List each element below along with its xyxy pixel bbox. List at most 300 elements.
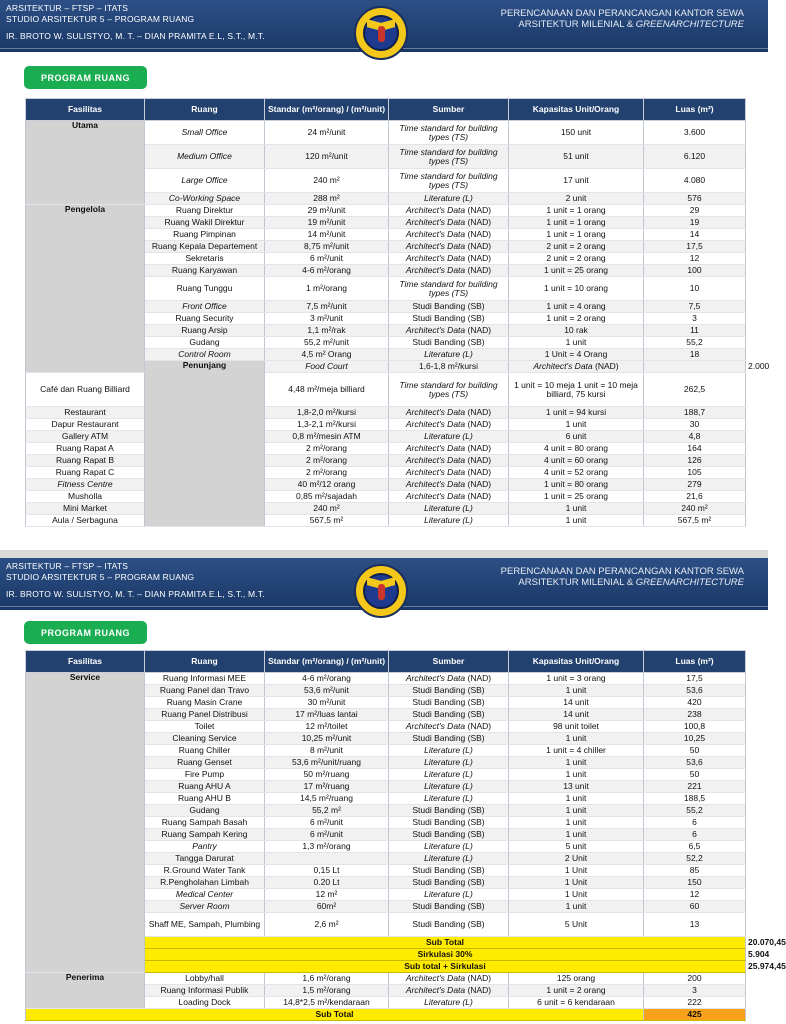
source-text: Literature (L) <box>424 769 473 779</box>
capacity-cell: 2 unit <box>509 193 644 205</box>
standard-cell: 1,3 m²/orang <box>265 841 389 853</box>
facility-cell: Utama <box>26 121 145 205</box>
area-cell: 30 <box>644 419 746 431</box>
source-cell: Architect's Data (NAD) <box>389 265 509 277</box>
source-cell: Architect's Data (NAD) <box>389 673 509 685</box>
standard-cell: 1,6-1,8 m²/kursi <box>389 361 509 373</box>
standard-cell: 0,15 Lt <box>265 865 389 877</box>
area-cell: 576 <box>644 193 746 205</box>
header-left <box>6 561 265 600</box>
source-cell: Architect's Data (NAD) <box>389 973 509 985</box>
itats-logo-icon <box>354 564 408 618</box>
header-studio: STUDIO ARSITEKTUR 5 – PROGRAM RUANG <box>6 572 195 582</box>
area-cell: 17,5 <box>644 673 746 685</box>
table-row <box>26 515 746 527</box>
source-cell <box>389 997 509 1009</box>
room-name-text: Large Office <box>181 175 228 185</box>
room-name: Shaff ME, Sampah, Plumbing <box>145 913 265 937</box>
capacity-cell <box>644 361 746 373</box>
area-cell: 3 <box>644 313 746 325</box>
area-cell: 6 <box>644 829 746 841</box>
standard-cell: 10,25 m²/unit <box>265 733 389 745</box>
room-name: Tangga Darurat <box>145 853 265 865</box>
room-name: Musholla <box>26 491 145 503</box>
room-name: Ruang Informasi MEE <box>145 673 265 685</box>
source-cell: Studi Banding (SB) <box>389 313 509 325</box>
standard-cell: 288 m² <box>265 193 389 205</box>
program-ruang-table <box>25 650 786 1021</box>
source-text: Literature (L) <box>424 349 473 359</box>
room-name: Ruang Rapat C <box>26 467 145 479</box>
room-name <box>145 121 265 145</box>
standard-cell: 1 m²/orang <box>265 277 389 301</box>
source-cell: Architect's Data (NAD) <box>389 229 509 241</box>
capacity-cell: 4 unit = 52 orang <box>509 467 644 479</box>
room-name <box>145 889 265 901</box>
standard-cell: 2 m²/orang <box>265 467 389 479</box>
standard-cell: 14,5 m²/ruang <box>265 793 389 805</box>
room-name: Ruang Masin Crane <box>145 697 265 709</box>
room-name: Ruang AHU A <box>145 781 265 793</box>
source-text: Literature (L) <box>424 745 473 755</box>
source-cell <box>389 793 509 805</box>
standard-cell: 0,8 m²/mesin ATM <box>265 431 389 443</box>
source-text: Literature (L) <box>424 431 473 441</box>
program-ruang-table <box>25 98 770 527</box>
capacity-cell: 1 unit <box>509 515 644 527</box>
capacity-cell: 5 unit <box>509 841 644 853</box>
source-cell <box>389 889 509 901</box>
source-cell: Studi Banding (SB) <box>389 829 509 841</box>
source-text: Literature (L) <box>424 503 473 513</box>
room-name: Ruang Panel dan Travo <box>145 685 265 697</box>
area-cell: 13 <box>644 913 746 937</box>
column-header: Standar (m²/orang) / (m²/unit) <box>265 99 389 121</box>
column-header: Sumber <box>389 99 509 121</box>
column-header: Fasilitas <box>26 651 145 673</box>
room-name-text: Small Office <box>181 127 228 137</box>
area-cell: 55,2 <box>644 805 746 817</box>
standard-cell: 0.20 Lt <box>265 877 389 889</box>
standard-cell: 17 m²/luas lantai <box>265 709 389 721</box>
area-cell: 279 <box>644 479 746 491</box>
source-text: Literature (L) <box>424 841 473 851</box>
area-cell: 50 <box>644 769 746 781</box>
source-text: Literature (L) <box>424 793 473 803</box>
area-cell: 10,25 <box>644 733 746 745</box>
room-name-text: Medium Office <box>177 151 232 161</box>
source-cell: Architect's Data (NAD) <box>389 491 509 503</box>
standard-cell: 4,48 m²/meja billiard <box>265 373 389 407</box>
slide-2 <box>0 558 786 1024</box>
standard-cell: 1,1 m²/rak <box>265 325 389 337</box>
source-cell: Architect's Data (NAD) <box>389 443 509 455</box>
capacity-cell: 1 unit = 10 meja 1 unit = 10 meja billiard, 75 kursi <box>509 373 644 407</box>
header-lecturers: IR. BROTO W. SULISTYO, M. T. – DIAN PRAMITA E.L, S.T., M.T. <box>6 31 265 41</box>
area-cell: 18 <box>644 349 746 361</box>
capacity-cell: 1 unit <box>509 793 644 805</box>
standard-cell: 240 m² <box>265 169 389 193</box>
standard-cell: 6 m²/unit <box>265 829 389 841</box>
standard-cell: 2 m²/orang <box>265 455 389 467</box>
area-cell: 188,7 <box>644 407 746 419</box>
capacity-cell: 5 Unit <box>509 913 644 937</box>
capacity-cell: 17 unit <box>509 169 644 193</box>
standard-cell: 12 m²/toilet <box>265 721 389 733</box>
column-header: Fasilitas <box>26 99 145 121</box>
capacity-cell: 1 unit = 3 orang <box>509 673 644 685</box>
source-cell: Studi Banding (SB) <box>389 865 509 877</box>
room-name: Ruang Genset <box>145 757 265 769</box>
standard-cell: 55,2 m²/unit <box>265 337 389 349</box>
room-name: Ruang Rapat A <box>26 443 145 455</box>
column-header: Standar (m²/orang) / (m²/unit) <box>265 651 389 673</box>
room-name: Ruang Informasi Publik <box>145 985 265 997</box>
source-text: Literature (L) <box>424 515 473 525</box>
source-cell <box>389 193 509 205</box>
header-institution: ARSITEKTUR – FTSP – ITATS <box>6 3 129 13</box>
room-name: Aula / Serbaguna <box>26 515 145 527</box>
area-cell: 12 <box>644 253 746 265</box>
subtotal-row <box>26 1009 746 1021</box>
area-cell: 164 <box>644 443 746 455</box>
capacity-cell: 1 unit <box>509 733 644 745</box>
standard-cell: 29 m²/unit <box>265 205 389 217</box>
capacity-cell: 1 unit = 1 orang <box>509 217 644 229</box>
room-name: Ruang AHU B <box>145 793 265 805</box>
area-cell: 240 m² <box>644 503 746 515</box>
table-row <box>26 673 746 685</box>
capacity-cell: 1 Unit <box>509 877 644 889</box>
room-name <box>145 193 265 205</box>
room-name: Ruang Kepala Departement <box>145 241 265 253</box>
facility-cell: Penerima <box>26 973 145 1009</box>
room-name: Ruang Direktur <box>145 205 265 217</box>
area-cell: 53,6 <box>644 757 746 769</box>
room-name: Ruang Rapat B <box>26 455 145 467</box>
source-cell <box>389 769 509 781</box>
source-text: Time standard for building types (TS) <box>399 278 498 298</box>
capacity-cell: 10 rak <box>509 325 644 337</box>
room-name: Gudang <box>145 337 265 349</box>
room-name: Dapur Restaurant <box>26 419 145 431</box>
area-cell: 6 <box>644 817 746 829</box>
area-cell: 221 <box>644 781 746 793</box>
area-cell: 238 <box>644 709 746 721</box>
header-lecturers: IR. BROTO W. SULISTYO, M. T. – DIAN PRAMITA E.L, S.T., M.T. <box>6 589 265 599</box>
room-name <box>145 841 265 853</box>
column-header: Ruang <box>145 99 265 121</box>
room-name-text: Front Office <box>182 301 227 311</box>
capacity-cell: 1 unit <box>509 769 644 781</box>
room-name: Fire Pump <box>145 769 265 781</box>
standard-cell: 7,5 m²/unit <box>265 301 389 313</box>
room-name: Ruang Panel Distribusi <box>145 709 265 721</box>
source-cell <box>389 745 509 757</box>
header-left <box>6 3 265 42</box>
standard-cell: 14 m²/unit <box>265 229 389 241</box>
standard-cell: 240 m² <box>265 503 389 515</box>
header-project-title: PERENCANAAN DAN PERANCANGAN KANTOR SEWA <box>500 8 744 19</box>
capacity-cell: 1 unit <box>509 805 644 817</box>
capacity-cell: 98 unit toilet <box>509 721 644 733</box>
area-cell: 420 <box>644 697 746 709</box>
area-cell: 567,5 m² <box>644 515 746 527</box>
capacity-cell: 1 unit = 80 orang <box>509 479 644 491</box>
area-cell: 6,5 <box>644 841 746 853</box>
source-cell: Studi Banding (SB) <box>389 337 509 349</box>
room-name-text: Server Room <box>179 901 230 911</box>
room-name: Cleaning Service <box>145 733 265 745</box>
room-name: Ruang Sampah Kering <box>145 829 265 841</box>
standard-cell: 120 m²/unit <box>265 145 389 169</box>
source-cell <box>389 841 509 853</box>
capacity-cell: 4 unit = 60 orang <box>509 455 644 467</box>
table-row <box>26 479 746 491</box>
subtotal-amount: 425 <box>644 1009 746 1021</box>
column-header: Luas (m²) <box>644 99 746 121</box>
table-row <box>26 431 746 443</box>
area-cell: 100 <box>644 265 746 277</box>
capacity-cell: 13 unit <box>509 781 644 793</box>
room-name-text: Food Court <box>305 361 348 371</box>
subtotal-row: Sirkulasi 30% 5.904 <box>26 949 746 961</box>
source-cell: Architect's Data (NAD) <box>389 241 509 253</box>
standard-cell: 2,6 m² <box>265 913 389 937</box>
source-cell: Architect's Data (NAD) <box>389 407 509 419</box>
capacity-cell: 1 unit = 94 kursi <box>509 407 644 419</box>
capacity-cell: 1 unit = 4 chiller <box>509 745 644 757</box>
standard-cell: 0,85 m²/sajadah <box>265 491 389 503</box>
room-name <box>145 301 265 313</box>
source-cell <box>389 277 509 301</box>
table-row <box>26 373 746 407</box>
room-name: Lobby/hall <box>145 973 265 985</box>
standard-cell: 4-6 m²/orang <box>265 265 389 277</box>
source-cell <box>389 757 509 769</box>
table-row <box>26 205 746 217</box>
room-name <box>265 361 389 373</box>
standard-cell: 12 m² <box>265 889 389 901</box>
source-cell: Architect's Data (NAD) <box>389 479 509 491</box>
program-ruang-badge: PROGRAM RUANG <box>24 66 147 89</box>
area-cell: 55,2 <box>644 337 746 349</box>
room-name <box>145 169 265 193</box>
source-cell: Studi Banding (SB) <box>389 805 509 817</box>
room-name <box>145 349 265 361</box>
subtotal-row: Sub total + Sirkulasi 25.974,45 <box>26 961 746 973</box>
header-right <box>501 8 744 30</box>
source-cell <box>389 853 509 865</box>
source-cell: Architect's Data (NAD) <box>389 985 509 997</box>
area-cell: 100,8 <box>644 721 746 733</box>
area-cell: 11 <box>644 325 746 337</box>
room-name: Gallery ATM <box>26 431 145 443</box>
room-name-text: Pantry <box>192 841 217 851</box>
room-name: Loading Dock <box>145 997 265 1009</box>
room-name: Toilet <box>145 721 265 733</box>
area-cell: 7,5 <box>644 301 746 313</box>
column-header: Kapasitas Unit/Orang <box>509 651 644 673</box>
capacity-cell: 1 unit = 1 orang <box>509 229 644 241</box>
area-cell: 50 <box>644 745 746 757</box>
capacity-cell: 51 unit <box>509 145 644 169</box>
capacity-cell: 1 unit = 4 orang <box>509 301 644 313</box>
table-row <box>26 407 746 419</box>
area-cell: 6.120 <box>644 145 746 169</box>
capacity-cell: 6 unit <box>509 431 644 443</box>
area-cell: 21,6 <box>644 491 746 503</box>
standard-cell: 24 m²/unit <box>265 121 389 145</box>
capacity-cell: 1 unit = 1 orang <box>509 205 644 217</box>
capacity-cell: 1 unit <box>509 817 644 829</box>
column-header: Luas (m²) <box>644 651 746 673</box>
room-name: Restaurant <box>26 407 145 419</box>
standard-cell: 2 m²/orang <box>265 443 389 455</box>
room-name: Ruang Arsip <box>145 325 265 337</box>
capacity-cell: 14 unit <box>509 709 644 721</box>
source-cell <box>389 431 509 443</box>
standard-cell: 55,2 m² <box>265 805 389 817</box>
standard-cell: 4-6 m²/orang <box>265 673 389 685</box>
capacity-cell: 1 unit = 25 orang <box>509 265 644 277</box>
source-cell: Architect's Data (NAD) <box>389 325 509 337</box>
subtotal-label: Sub Total <box>26 1009 644 1021</box>
header-studio: STUDIO ARSITEKTUR 5 – PROGRAM RUANG <box>6 14 195 24</box>
source-cell: Studi Banding (SB) <box>389 697 509 709</box>
area-cell: 222 <box>644 997 746 1009</box>
source-cell <box>389 169 509 193</box>
table-body <box>26 672 786 1021</box>
subtotal-label: Sub total + Sirkulasi <box>145 961 746 973</box>
room-name: Ruang Karyawan <box>145 265 265 277</box>
room-name: Ruang Pimpinan <box>145 229 265 241</box>
room-name <box>145 901 265 913</box>
room-name: R.Ground Water Tank <box>145 865 265 877</box>
capacity-cell: 6 unit = 6 kendaraan <box>509 997 644 1009</box>
area-cell: 12 <box>644 889 746 901</box>
source-cell <box>389 515 509 527</box>
table-row <box>26 419 746 431</box>
capacity-cell: 150 unit <box>509 121 644 145</box>
source-text: Time standard for building types (TS) <box>399 170 498 190</box>
standard-cell: 53,6 m²/unit/ruang <box>265 757 389 769</box>
source-cell: Architect's Data (NAD) <box>509 361 644 373</box>
standard-cell: 6 m²/unit <box>265 817 389 829</box>
source-text: Literature (L) <box>424 757 473 767</box>
area-cell: 52,2 <box>644 853 746 865</box>
itats-logo-icon <box>354 6 408 60</box>
capacity-cell: 1 unit <box>509 901 644 913</box>
area-cell: 60 <box>644 901 746 913</box>
source-cell <box>389 349 509 361</box>
room-name: R.Pengholahan Limbah <box>145 877 265 889</box>
source-cell: Studi Banding (SB) <box>389 709 509 721</box>
standard-cell: 567,5 m² <box>265 515 389 527</box>
header-right <box>501 566 744 588</box>
standard-cell: 17 m²/ruang <box>265 781 389 793</box>
capacity-cell: 1 unit = 2 orang <box>509 985 644 997</box>
table-row <box>26 491 746 503</box>
subtotal-label: Sub Total <box>145 937 746 949</box>
capacity-cell: 4 unit = 80 orang <box>509 443 644 455</box>
capacity-cell: 14 unit <box>509 697 644 709</box>
source-cell: Architect's Data (NAD) <box>389 419 509 431</box>
standard-cell: 6 m²/unit <box>265 253 389 265</box>
area-cell: 3 <box>644 985 746 997</box>
program-ruang-badge: PROGRAM RUANG <box>24 621 147 644</box>
table-body <box>26 120 770 527</box>
standard-cell: 1,6 m²/orang <box>265 973 389 985</box>
source-cell: Studi Banding (SB) <box>389 685 509 697</box>
header-project-subtitle: ARSITEKTUR MILENIAL & GREENARCHITECTURE <box>518 19 744 30</box>
capacity-cell: 1 unit <box>509 685 644 697</box>
source-cell: Architect's Data (NAD) <box>389 467 509 479</box>
capacity-cell: 1 Unit <box>509 865 644 877</box>
page-gap <box>0 550 768 558</box>
room-name: Gudang <box>145 805 265 817</box>
source-cell: Studi Banding (SB) <box>389 817 509 829</box>
capacity-cell: 1 unit <box>509 829 644 841</box>
column-header: Sumber <box>389 651 509 673</box>
standard-cell: 1,8-2,0 m²/kursi <box>265 407 389 419</box>
source-cell <box>389 121 509 145</box>
room-name: Ruang Security <box>145 313 265 325</box>
area-cell: 150 <box>644 877 746 889</box>
source-cell: Studi Banding (SB) <box>389 901 509 913</box>
capacity-cell: 2 unit = 2 orang <box>509 253 644 265</box>
header-project-title: PERENCANAAN DAN PERANCANGAN KANTOR SEWA <box>500 566 744 577</box>
area-cell: 10 <box>644 277 746 301</box>
room-name: Ruang Wakil Direktur <box>145 217 265 229</box>
source-text: Time standard for building types (TS) <box>399 379 498 399</box>
room-name: Mini Market <box>26 503 145 515</box>
area-cell: 188,5 <box>644 793 746 805</box>
standard-cell: 19 m²/unit <box>265 217 389 229</box>
source-text: Literature (L) <box>424 193 473 203</box>
room-name <box>145 145 265 169</box>
column-header: Kapasitas Unit/Orang <box>509 99 644 121</box>
area-cell: 4,8 <box>644 431 746 443</box>
standard-cell: 40 m²/12 orang <box>265 479 389 491</box>
standard-cell: 60m² <box>265 901 389 913</box>
subtotal-row: Sub Total 20.070,45 <box>26 937 746 949</box>
source-cell: Studi Banding (SB) <box>389 913 509 937</box>
capacity-cell: 2 unit = 2 orang <box>509 241 644 253</box>
facility-cell: Penunjang <box>145 361 265 527</box>
area-cell: 262,5 <box>644 373 746 407</box>
area-cell: 200 <box>644 973 746 985</box>
capacity-cell: 1 unit = 25 orang <box>509 491 644 503</box>
capacity-cell: 1 unit <box>509 757 644 769</box>
source-text: Literature (L) <box>424 853 473 863</box>
capacity-cell: 1 unit <box>509 337 644 349</box>
area-cell: 29 <box>644 205 746 217</box>
table-header-row <box>26 99 746 121</box>
source-cell: Architect's Data (NAD) <box>389 205 509 217</box>
capacity-cell: 1 unit = 2 orang <box>509 313 644 325</box>
table-header-row <box>26 651 746 673</box>
source-cell <box>389 781 509 793</box>
capacity-cell: 2 Unit <box>509 853 644 865</box>
source-cell: Studi Banding (SB) <box>389 733 509 745</box>
source-text: Literature (L) <box>424 997 473 1007</box>
capacity-cell: 1 unit = 10 orang <box>509 277 644 301</box>
source-cell: Architect's Data (NAD) <box>389 253 509 265</box>
standard-cell: 8,75 m²/unit <box>265 241 389 253</box>
source-cell <box>389 145 509 169</box>
room-name-text: Medical Center <box>175 889 234 899</box>
